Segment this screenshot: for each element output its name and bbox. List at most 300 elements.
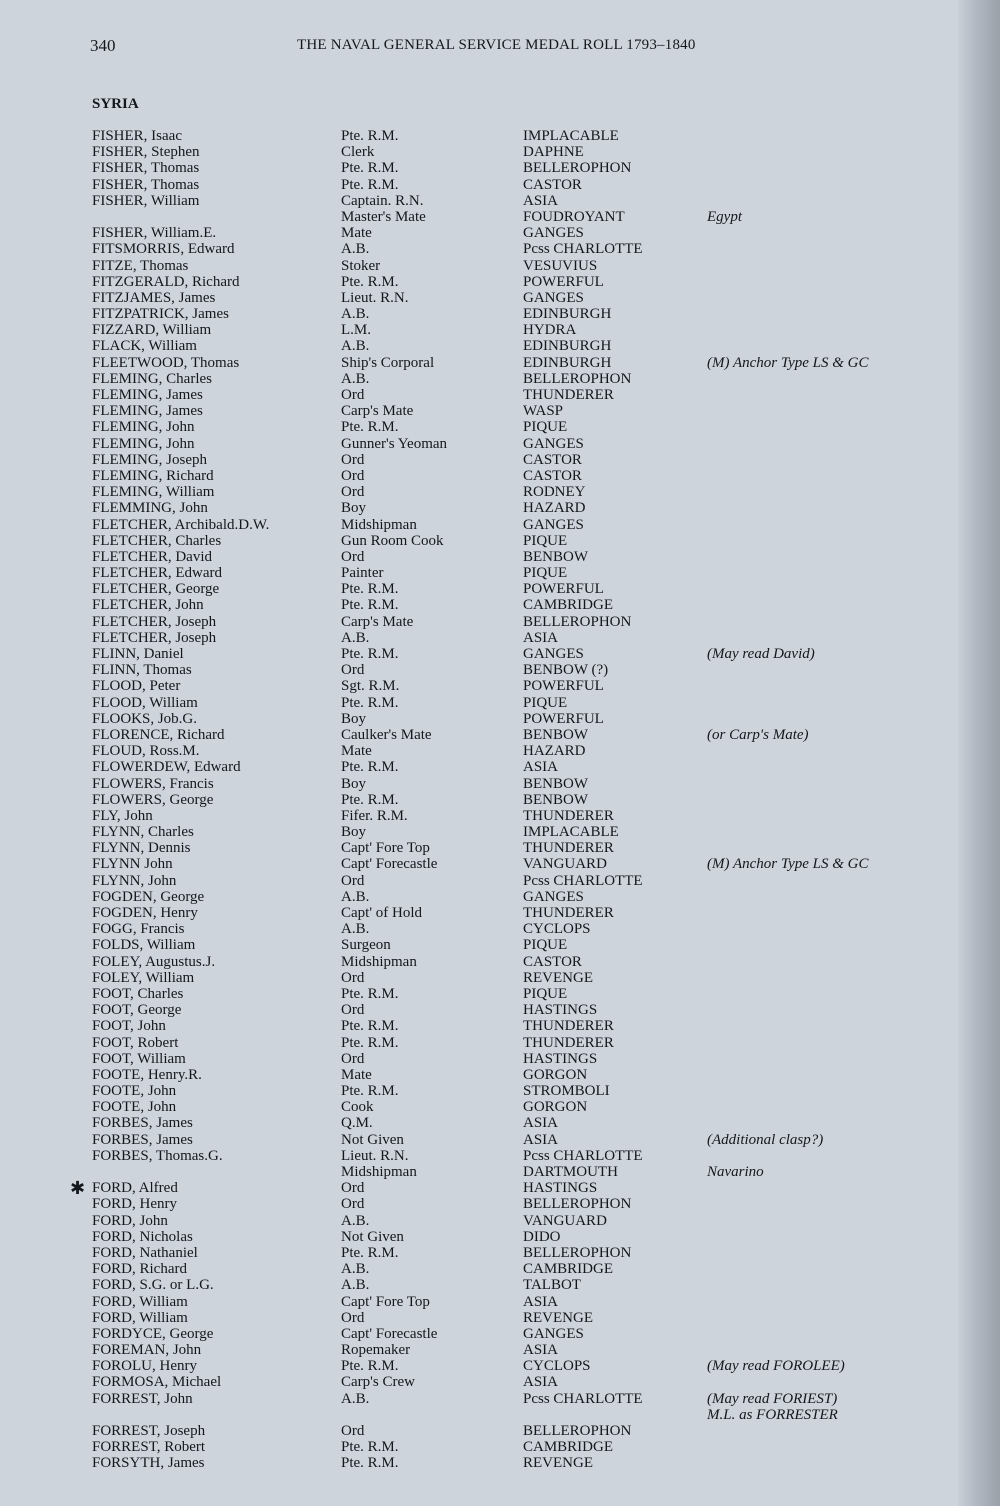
entry-rank: Ord [341,484,365,501]
entry-ship: PIQUE [523,532,568,549]
entry-ship: BELLEROPHON [523,613,632,630]
roll-entry [0,1407,960,1423]
entry-rank: L.M. [341,322,371,339]
roll-entry [0,209,960,225]
entry-name: FLETCHER, Joseph [92,613,217,630]
entry-ship: Pcss CHARLOTTE [523,1147,643,1164]
entry-rank: Carp's Mate [341,613,414,630]
entry-name: FOOT, George [92,1002,182,1019]
entry-name: FORD, William [92,1309,188,1326]
entry-name: FLETCHER, Joseph [92,629,217,646]
entry-rank: A.B. [341,338,370,355]
entry-rank: Capt' Fore Top [341,840,430,857]
entry-rank: Ord [341,872,365,889]
roll-entry [0,1245,960,1261]
entry-ship: BENBOW (?) [523,662,609,679]
entry-rank: Pte. R.M. [341,759,399,776]
running-title: THE NAVAL GENERAL SERVICE MEDAL ROLL 1793–1840 [297,37,696,53]
roll-entry [0,614,960,630]
entry-note: (May read FORIEST) [707,1390,838,1407]
entry-note: Navarino [707,1164,764,1180]
entry-rank: Midshipman [341,516,417,533]
roll-entry [0,387,960,403]
entry-name: FLORENCE, Richard [92,726,225,743]
entry-name: FORREST, John [92,1390,193,1407]
entry-name: FLEMING, James [92,403,203,420]
entry-name: FISHER, Isaac [92,128,182,144]
entry-rank: Pte. R.M. [341,597,399,614]
entry-name: FLOWERS, George [92,791,214,808]
entry-rank: A.B. [341,1212,370,1229]
entry-name: FLYNN John [92,856,173,873]
entry-rank: A.B. [341,629,370,646]
entry-rank: Mate [341,743,372,760]
roll-entry [0,1148,960,1164]
entry-ship: CAMBRIDGE [523,597,614,614]
entry-name: FOREMAN, John [92,1342,202,1359]
entry-rank: Pte. R.M. [341,581,399,598]
entry-ship: ASIA [523,1115,559,1132]
roll-entry [0,274,960,290]
entry-name: FOOT, Robert [92,1034,179,1051]
entry-ship: CASTOR [523,451,582,468]
entry-ship: PIQUE [523,985,568,1002]
entry-name: FLETCHER, John [92,597,204,614]
roll-entry [0,808,960,824]
entry-rank: Mate [341,1066,372,1083]
entry-ship: GANGES [523,289,584,306]
entry-rank: A.B. [341,1261,370,1278]
roll-entry [0,856,960,872]
entry-name: FORD, Richard [92,1261,187,1278]
entry-rank: Ord [341,467,365,484]
entry-rank: Ord [341,1002,365,1019]
entry-ship: FOUDROYANT [523,208,625,225]
entry-ship: POWERFUL [523,581,604,598]
entry-rank: Pte. R.M. [341,1083,399,1100]
entry-rank: Capt' of Hold [341,905,423,921]
entry-ship: BELLEROPHON [523,1244,632,1261]
roll-entry [0,1374,960,1390]
entry-name: FLOOKS, Job.G. [92,710,198,727]
entry-name: FOOTE, Henry.R. [92,1066,202,1083]
entry-note: (M) Anchor Type LS & GC [707,856,869,873]
entry-ship: HYDRA [523,322,577,339]
roll-entry [0,743,960,759]
entry-ship: PIQUE [523,565,568,582]
entry-name: FORDYCE, George [92,1325,214,1342]
entry-name: FLEMING, John [92,419,195,436]
entry-name: FORREST, Joseph [92,1423,206,1439]
entry-name: FLEMING, Charles [92,370,212,387]
entry-ship: THUNDERER [523,905,614,921]
entry-rank: Capt' Forecastle [341,856,438,873]
entry-rank: Pte. R.M. [341,1439,399,1456]
entry-rank: Clerk [341,144,375,161]
entry-ship: HASTINGS [523,1180,598,1197]
entry-name: FORBES, Thomas.G. [92,1147,223,1164]
roll-entry [0,533,960,549]
entry-rank: Cook [341,1099,374,1116]
roll-entry [0,1277,960,1293]
entry-ship: THUNDERER [523,1034,614,1051]
entry-note: Egypt [707,208,742,225]
entry-rank: Boy [341,775,367,792]
roll-entry [0,695,960,711]
entry-name: FISHER, William [92,192,200,209]
entry-name: FITZPATRICK, James [92,306,229,323]
entry-rank: Ord [341,548,365,565]
page-number: 340 [90,36,116,55]
entry-rank: Ord [341,662,365,679]
entry-ship: HASTINGS [523,1050,598,1067]
roll-entry [0,1261,960,1277]
roll-entry [0,306,960,322]
entry-rank: Stoker [341,257,381,274]
entry-rank: A.B. [341,888,370,905]
roll-entry [0,889,960,905]
entry-name: FLYNN, Charles [92,824,194,841]
entry-rank: Pte. R.M. [341,791,399,808]
entry-ship: BENBOW [523,726,588,743]
entry-rank: Midshipman [341,1164,417,1180]
roll-entry [0,565,960,581]
roll-entry [0,1213,960,1229]
entry-name: FORD, Alfred [92,1180,178,1197]
section-title: SYRIA [92,96,139,112]
entry-ship: HAZARD [523,743,586,760]
entry-name: FLETCHER, Archibald.D.W. [92,516,270,533]
entry-ship: CASTOR [523,467,582,484]
roll-entry [0,452,960,468]
roll-entry [0,678,960,694]
entry-name: FORD, William [92,1293,188,1310]
entry-note: (May read FOROLEE) [707,1358,845,1375]
entry-ship: DARTMOUTH [523,1164,618,1180]
roll-entry [0,371,960,387]
roll-entry [0,1178,960,1199]
roll-entry [0,177,960,193]
entry-rank: Ord [341,1196,365,1213]
entry-name: FLOOD, Peter [92,678,181,695]
roll-entry [0,630,960,646]
entry-name: FORD, S.G. or L.G. [92,1277,214,1294]
roll-entry [0,241,960,257]
roll-entry [0,776,960,792]
entry-rank: Lieut. R.N. [341,1147,409,1164]
entry-name: FLETCHER, Edward [92,565,222,582]
entry-rank: Boy [341,824,367,841]
entry-rank: Ropemaker [341,1342,411,1359]
roll-entry [0,986,960,1002]
entry-rank: Caulker's Mate [341,726,432,743]
roll-entry [0,1115,960,1131]
roll-entry [0,937,960,953]
entry-rank: Ord [341,1309,365,1326]
roll-entry [0,128,960,144]
entry-ship: Pcss CHARLOTTE [523,241,643,258]
roll-entry [0,1083,960,1099]
roll-entry [0,160,960,176]
entry-name: FISHER, William.E. [92,225,217,242]
entry-ship: GANGES [523,1325,584,1342]
entry-ship: VESUVIUS [523,257,598,274]
roll-entry [0,1229,960,1245]
entry-rank: Lieut. R.N. [341,289,409,306]
entry-ship: BELLEROPHON [523,370,632,387]
entry-ship: PIQUE [523,694,568,711]
entry-ship: GANGES [523,646,584,662]
roll-entry [0,1035,960,1051]
roll-entry [0,355,960,371]
roll-entry [0,759,960,775]
entry-name: FOOT, Charles [92,985,184,1002]
entry-ship: REVENGE [523,1455,593,1472]
entry-note: (Additional clasp?) [707,1131,824,1148]
entry-ship: STROMBOLI [523,1083,610,1100]
entry-name: FOOT, John [92,1018,166,1035]
entry-rank: Painter [341,565,384,582]
medal-roll-list [0,128,960,1472]
entry-rank: Not Given [341,1228,404,1245]
entry-rank: Ship's Corporal [341,354,435,371]
entry-ship: REVENGE [523,969,593,986]
entry-name: FLEMMING, John [92,500,208,517]
entry-ship: THUNDERER [523,387,614,403]
entry-note: (or Carp's Mate) [707,726,809,743]
entry-ship: Pcss CHARLOTTE [523,872,643,889]
roll-entry [0,1132,960,1148]
entry-name: FLETCHER, George [92,581,220,598]
entry-ship: WASP [523,403,564,420]
roll-entry [0,338,960,354]
entry-rank: Pte. R.M. [341,694,399,711]
entry-name: FLOUD, Ross.M. [92,743,200,760]
entry-name: FOOTE, John [92,1083,177,1100]
entry-note: (M) Anchor Type LS & GC [707,354,869,371]
entry-name: FLEMING, John [92,435,195,452]
entry-rank: Ord [341,969,365,986]
entry-note: (May read David) [707,646,815,662]
entry-ship: Pcss CHARLOTTE [523,1390,643,1407]
roll-entry [0,905,960,921]
roll-entry [0,727,960,743]
entry-rank: Captain. R.N. [341,192,424,209]
entry-rank: Pte. R.M. [341,160,399,177]
entry-name: FLY, John [92,807,153,824]
entry-rank: A.B. [341,241,370,258]
entry-name: FLEETWOOD, Thomas [92,354,240,371]
entry-name: FOOT, William [92,1050,186,1067]
roll-entry [0,1294,960,1310]
entry-name: FLETCHER, David [92,548,212,565]
entry-ship: POWERFUL [523,678,604,695]
roll-entry [0,500,960,516]
entry-rank: Pte. R.M. [341,646,399,662]
entry-rank: Sgt. R.M. [341,678,400,695]
entry-ship: ASIA [523,1374,559,1391]
roll-entry [0,290,960,306]
entry-rank: Fifer. R.M. [341,807,408,824]
entry-name: FLETCHER, Charles [92,532,222,549]
roll-entry [0,419,960,435]
entry-rank: Ord [341,387,365,403]
roll-entry [0,144,960,160]
entry-name: FORD, Henry [92,1196,177,1213]
roll-entry [0,1439,960,1455]
roll-entry [0,436,960,452]
roll-entry [0,873,960,889]
entry-ship: THUNDERER [523,840,614,857]
entry-name: FITZGERALD, Richard [92,273,240,290]
entry-name: FLINN, Thomas [92,662,192,679]
entry-rank: Pte. R.M. [341,176,399,193]
roll-entry [0,468,960,484]
entry-name: FISHER, Stephen [92,144,200,161]
entry-ship: TALBOT [523,1277,581,1294]
entry-name: FISHER, Thomas [92,160,200,177]
entry-name: FOLEY, Augustus.J. [92,953,216,970]
entry-name: FOROLU, Henry [92,1358,197,1375]
roll-entry [0,1423,960,1439]
entry-rank: Carp's Mate [341,403,414,420]
entry-rank: A.B. [341,1277,370,1294]
entry-name: FLEMING, Joseph [92,451,207,468]
entry-name: FLYNN, John [92,872,177,889]
entry-rank: Boy [341,500,367,517]
roll-entry [0,711,960,727]
entry-rank: Ord [341,1180,365,1197]
entry-ship: THUNDERER [523,1018,614,1035]
entry-name: FORD, Nicholas [92,1228,193,1245]
roll-entry [0,824,960,840]
roll-entry [0,484,960,500]
entry-ship: BENBOW [523,775,588,792]
roll-entry [0,954,960,970]
entry-ship: GANGES [523,516,584,533]
entry-ship: DAPHNE [523,144,584,161]
entry-ship: PIQUE [523,937,568,954]
entry-mark: ✱ [70,1178,86,1199]
entry-rank: Capt' Fore Top [341,1293,430,1310]
entry-name: FORD, Nathaniel [92,1244,198,1261]
entry-ship: VANGUARD [523,856,607,873]
entry-ship: BELLEROPHON [523,1196,632,1213]
entry-rank: Pte. R.M. [341,985,399,1002]
roll-entry [0,597,960,613]
entry-ship: HASTINGS [523,1002,598,1019]
entry-rank: Pte. R.M. [341,128,399,144]
roll-entry [0,1002,960,1018]
entry-rank: Midshipman [341,953,417,970]
entry-ship: ASIA [523,1342,559,1359]
roll-entry [0,549,960,565]
entry-rank: Pte. R.M. [341,273,399,290]
entry-name: FLOOD, William [92,694,198,711]
roll-entry [0,1051,960,1067]
entry-name: FOLEY, William [92,969,195,986]
entry-ship: POWERFUL [523,710,604,727]
entry-rank: Capt' Forecastle [341,1325,438,1342]
entry-name: FOOTE, John [92,1099,177,1116]
entry-rank: Ord [341,451,365,468]
roll-entry [0,193,960,209]
entry-ship: DIDO [523,1228,561,1245]
entry-rank: A.B. [341,370,370,387]
entry-name: FLEMING, Richard [92,467,214,484]
entry-rank: Pte. R.M. [341,419,399,436]
entry-rank: Pte. R.M. [341,1455,399,1472]
entry-rank: Master's Mate [341,208,426,225]
entry-name: FOGG, Francis [92,921,185,938]
roll-entry [0,322,960,338]
entry-ship: BENBOW [523,791,588,808]
entry-name: FLEMING, James [92,387,203,403]
roll-entry [0,1358,960,1374]
entry-name: FORBES, James [92,1115,193,1132]
roll-entry [0,1391,960,1407]
page-edge-shadow [958,0,1000,1506]
entry-ship: CAMBRIDGE [523,1439,614,1456]
entry-rank: Pte. R.M. [341,1244,399,1261]
entry-rank: Mate [341,225,372,242]
entry-ship: BELLEROPHON [523,160,632,177]
roll-entry [0,1342,960,1358]
roll-entry [0,1018,960,1034]
entry-name: FLEMING, William [92,484,215,501]
entry-name: FLINN, Daniel [92,646,184,662]
roll-entry [0,1310,960,1326]
entry-name: FORREST, Robert [92,1439,206,1456]
roll-entry [0,1326,960,1342]
entry-ship: BENBOW [523,548,588,565]
roll-entry [0,258,960,274]
entry-ship: ASIA [523,759,559,776]
entry-ship: CASTOR [523,953,582,970]
roll-entry [0,970,960,986]
entry-ship: PIQUE [523,419,568,436]
entry-ship: EDINBURGH [523,306,612,323]
entry-name: FISHER, Thomas [92,176,200,193]
entry-name: FITZJAMES, James [92,289,216,306]
entry-name: FLOWERS, Francis [92,775,214,792]
entry-ship: CASTOR [523,176,582,193]
entry-ship: ASIA [523,1131,559,1148]
roll-entry [0,403,960,419]
entry-ship: HAZARD [523,500,586,517]
roll-entry [0,840,960,856]
entry-note: M.L. as FORRESTER [707,1406,838,1423]
entry-ship: IMPLACABLE [523,128,619,144]
entry-rank: Pte. R.M. [341,1034,399,1051]
entry-rank: Not Given [341,1131,404,1148]
entry-name: FORD, John [92,1212,168,1229]
roll-entry [0,517,960,533]
entry-rank: Gun Room Cook [341,532,444,549]
roll-entry [0,225,960,241]
entry-ship: RODNEY [523,484,586,501]
entry-ship: CYCLOPS [523,921,591,938]
entry-ship: GANGES [523,435,584,452]
entry-ship: GANGES [523,888,584,905]
entry-ship: ASIA [523,629,559,646]
entry-name: FORSYTH, James [92,1455,205,1472]
entry-rank: Pte. R.M. [341,1358,399,1375]
entry-ship: IMPLACABLE [523,824,619,841]
entry-rank: A.B. [341,1390,370,1407]
roll-entry [0,1067,960,1083]
entry-rank: Boy [341,710,367,727]
